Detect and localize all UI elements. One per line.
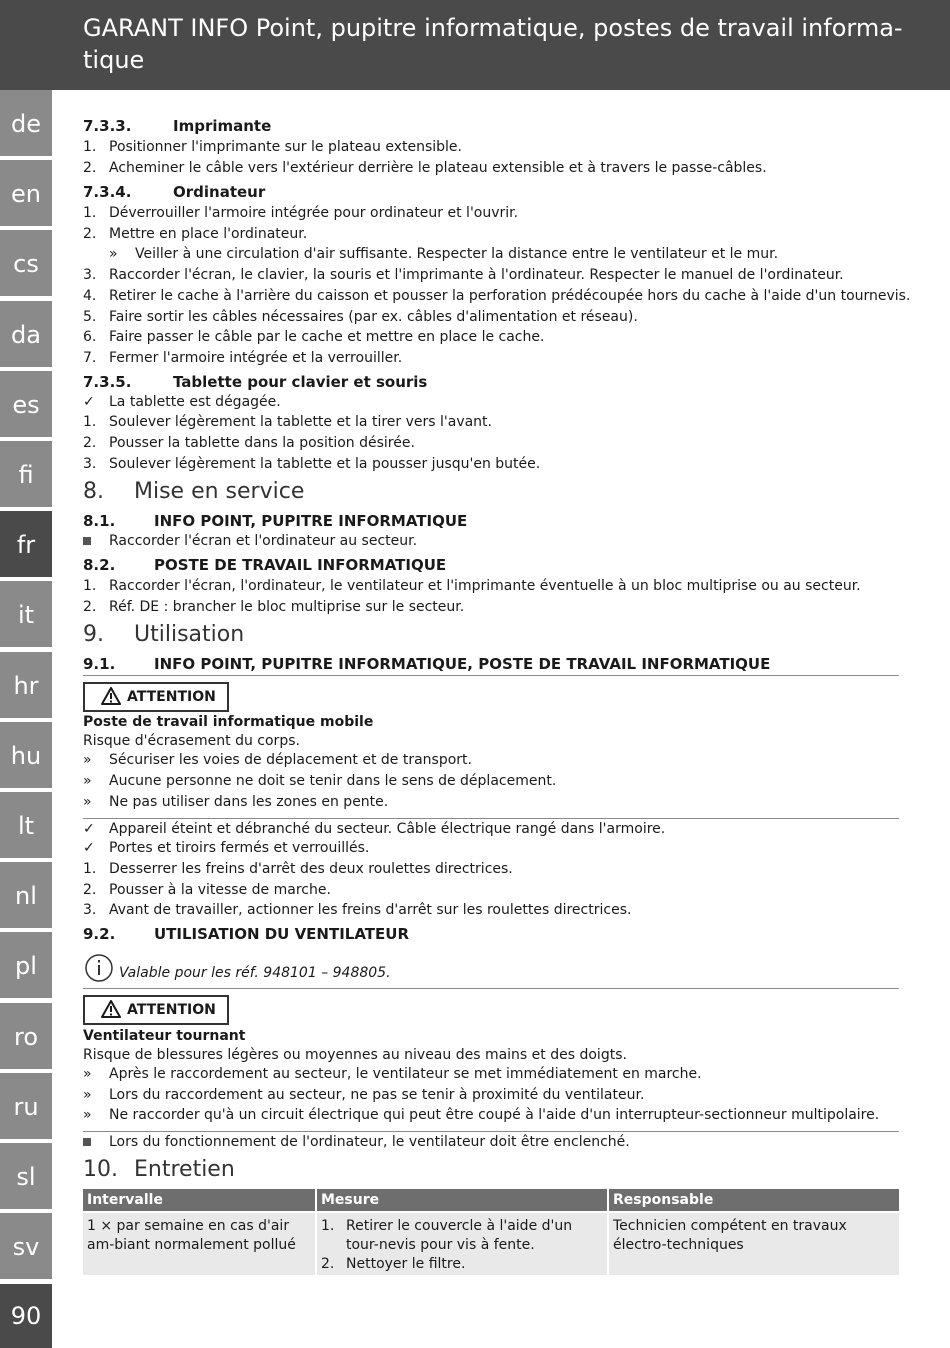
- section-heading-9-1: [83, 654, 770, 674]
- page-number: 90: [0, 1284, 52, 1348]
- maintenance-table: [83, 1189, 899, 1275]
- section-heading-7-3-3: [83, 116, 271, 136]
- list-marker: 3.: [83, 456, 97, 472]
- language-tab-da[interactable]: da: [0, 301, 52, 369]
- list-item-text: Portes et tiroirs fermés et verrouillés.: [109, 840, 370, 856]
- attention-text: ATTENTION: [127, 1002, 216, 1018]
- attention-text: ATTENTION: [127, 689, 216, 705]
- list-item-text: Réf. DE : brancher le bloc multiprise sur le secteur.: [109, 599, 465, 615]
- language-tab-de[interactable]: de: [0, 90, 52, 158]
- section-number: 9.2.: [83, 925, 116, 943]
- section-heading-7-3-4: [83, 182, 265, 202]
- page-header: [0, 0, 950, 90]
- table-header-row: [83, 1189, 899, 1211]
- list-item-text: Faire sortir les câbles nécessaires (par ex. câbles d'alimentation et réseau).: [109, 309, 638, 325]
- list-marker: 6.: [83, 329, 97, 345]
- section-title: Imprimante: [173, 117, 272, 135]
- responsible-cell: Technicien compétent en travaux électro-techniques: [609, 1211, 899, 1275]
- list-item-text: Raccorder l'écran et l'ordinateur au secteur.: [109, 533, 418, 549]
- list-item-text: Retirer le cache à l'arrière du caisson et pousser la perforation prédécoupée hors du cache à l'aide d'un tournevis.: [109, 288, 911, 304]
- list-item-text: Ne pas utiliser dans les zones en pente.: [109, 794, 389, 810]
- info-note: [83, 953, 391, 983]
- divider: [83, 818, 899, 819]
- list-item-text: Pousser la tablette dans la position désirée.: [109, 435, 415, 451]
- divider: [83, 675, 899, 676]
- warning-heading: Ventilateur tournant: [83, 1028, 246, 1044]
- list-marker: ✓: [83, 821, 95, 837]
- section-title: INFO POINT, PUPITRE INFORMATIQUE, POSTE DE TRAVAIL INFORMATIQUE: [154, 655, 771, 673]
- list-item-text: Faire passer le câble par le cache et mettre en place le cache.: [109, 329, 545, 345]
- list-marker: 1.: [83, 205, 97, 221]
- list-item-text: Aucune personne ne doit se tenir dans le sens de déplacement.: [109, 773, 557, 789]
- language-tab-it[interactable]: it: [0, 581, 52, 649]
- info-icon: [83, 953, 115, 983]
- list-marker: 4.: [83, 288, 97, 304]
- language-tab-pl[interactable]: pl: [0, 932, 52, 1000]
- list-marker: 1.: [83, 139, 97, 155]
- list-marker: 3.: [83, 902, 97, 918]
- list-marker: ✓: [83, 394, 95, 410]
- section-title: Ordinateur: [173, 183, 266, 201]
- measure-cell: [317, 1211, 609, 1275]
- section-heading-9-2: [83, 924, 409, 944]
- warning-text: Risque de blessures légères ou moyennes au niveau des mains et des doigts.: [83, 1047, 627, 1063]
- list-marker: »: [83, 1107, 92, 1123]
- chapter-heading-10: [83, 1156, 235, 1184]
- section-heading-8-1: [83, 511, 467, 531]
- interval-cell: 1 × par semaine en cas d'air am-biant normalement pollué: [83, 1211, 317, 1275]
- list-item: [321, 1255, 603, 1274]
- section-number: 8.1.: [83, 512, 116, 530]
- list-item-text: Appareil éteint et débranché du secteur. Câble électrique rangé dans l'armoire.: [109, 821, 666, 837]
- list-marker: »: [83, 1087, 92, 1103]
- chapter-heading-8: [83, 478, 304, 506]
- table-header-cell: Responsable: [609, 1189, 899, 1211]
- list-item-text: Lors du fonctionnement de l'ordinateur, le ventilateur doit être enclenché.: [109, 1134, 630, 1150]
- bullet-square-icon: [83, 532, 109, 550]
- section-title: INFO POINT, PUPITRE INFORMATIQUE: [154, 512, 468, 530]
- list-item-text: Lors du raccordement au secteur, ne pas se tenir à proximité du ventilateur.: [109, 1087, 645, 1103]
- section-number: 8.2.: [83, 556, 116, 574]
- list-item-text: Avant de travailler, actionner les freins d'arrêt sur les roulettes directrices.: [109, 902, 632, 918]
- section-number: 7.3.4.: [83, 183, 132, 201]
- list-marker: ✓: [83, 840, 95, 856]
- square-bullet-icon: [83, 537, 91, 545]
- square-bullet-icon: [83, 1138, 91, 1146]
- chapter-heading-9: [83, 621, 244, 649]
- list-item-text: Acheminer le câble vers l'extérieur derrière le plateau extensible et à travers le passe-câbles.: [109, 160, 767, 176]
- list-item-text: Soulever légèrement la tablette et la pousser jusqu'en butée.: [109, 456, 541, 472]
- list-item-text: Pousser à la vitesse de marche.: [109, 882, 331, 898]
- info-note-text: Valable pour les réf. 948101 – 948805.: [119, 965, 391, 981]
- language-tab-ru[interactable]: ru: [0, 1073, 52, 1141]
- list-item-text: Raccorder l'écran, l'ordinateur, le ventilateur et l'imprimante éventuelle à un bloc multiprise ou au secteur.: [109, 578, 861, 594]
- list-marker: »: [83, 773, 92, 789]
- section-title: POSTE DE TRAVAIL INFORMATIQUE: [154, 556, 447, 574]
- document-title: GARANT INFO Point, pupitre informatique, postes de travail informa-tique: [83, 14, 903, 74]
- list-item-text: Sécuriser les voies de déplacement et de transport.: [109, 752, 472, 768]
- list-item-text: La tablette est dégagée.: [109, 394, 281, 410]
- language-tab-nl[interactable]: nl: [0, 862, 52, 930]
- section-title: Utilisation: [134, 622, 245, 647]
- list-marker: »: [83, 1066, 92, 1082]
- section-number: 10.: [83, 1157, 118, 1182]
- list-marker: »: [83, 752, 92, 768]
- section-number: 7.3.5.: [83, 373, 132, 391]
- list-item-text: Après le raccordement au secteur, le ventilateur se met immédiatement en marche.: [109, 1066, 702, 1082]
- list-item-text: Ne raccorder qu'à un circuit électrique qui peut être coupé à l'aide d'un interrupteur-sectionneur multipolaire.: [109, 1107, 880, 1123]
- list-marker: 3.: [83, 267, 97, 283]
- list-item-text: Soulever légèrement la tablette et la tirer vers l'avant.: [109, 414, 492, 430]
- language-tab-ro[interactable]: ro: [0, 1003, 52, 1071]
- bullet-square-icon: [83, 1133, 109, 1151]
- list-marker: 2.: [83, 160, 97, 176]
- section-title: Tablette pour clavier et souris: [173, 373, 428, 391]
- list-marker: »: [83, 794, 92, 810]
- language-tab-fi[interactable]: fi: [0, 441, 52, 509]
- section-heading-7-3-5: [83, 372, 427, 392]
- section-heading-8-2: [83, 555, 446, 575]
- list-item-text: Veiller à une circulation d'air suffisante. Respecter la distance entre le ventilateur et le mur.: [135, 246, 779, 262]
- section-number: 9.: [83, 622, 104, 647]
- section-number: 9.1.: [83, 655, 116, 673]
- section-title: Mise en service: [134, 479, 305, 504]
- section-title: UTILISATION DU VENTILATEUR: [154, 925, 410, 943]
- list-marker: 1.: [83, 578, 97, 594]
- list-item: [321, 1217, 603, 1255]
- list-item-text: Positionner l'imprimante sur le plateau extensible.: [109, 139, 462, 155]
- warning-text: Risque d'écrasement du corps.: [83, 733, 300, 749]
- table-header-cell: Intervalle: [83, 1189, 317, 1211]
- language-tab-sl[interactable]: sl: [0, 1143, 52, 1211]
- list-marker: 2.: [321, 1256, 335, 1272]
- list-marker: 1.: [83, 861, 97, 877]
- list-marker: 2.: [83, 882, 97, 898]
- language-tab-lt[interactable]: lt: [0, 792, 52, 860]
- divider: [83, 1131, 899, 1132]
- section-number: 7.3.3.: [83, 117, 132, 135]
- list-item-text: Déverrouiller l'armoire intégrée pour ordinateur et l'ouvrir.: [109, 205, 519, 221]
- language-tab-sv[interactable]: sv: [0, 1213, 52, 1281]
- language-tab-es[interactable]: es: [0, 371, 52, 439]
- warning-triangle-icon: [101, 1000, 121, 1018]
- list-marker: 5.: [83, 309, 97, 325]
- list-marker: 1.: [83, 414, 97, 430]
- language-tab-fr[interactable]: fr: [0, 511, 52, 579]
- language-tab-hu[interactable]: hu: [0, 722, 52, 790]
- list-item-text: Raccorder l'écran, le clavier, la souris et l'imprimante à l'ordinateur. Respecter le manuel de l'ordinateur.: [109, 267, 844, 283]
- divider: [83, 988, 899, 989]
- list-marker: »: [109, 246, 118, 262]
- list-item-text: Fermer l'armoire intégrée et la verrouiller.: [109, 350, 403, 366]
- language-tab-cs[interactable]: cs: [0, 230, 52, 298]
- list-item-text: Desserrer les freins d'arrêt des deux roulettes directrices.: [109, 861, 513, 877]
- warning-triangle-icon: [101, 687, 121, 705]
- list-marker: 2.: [83, 599, 97, 615]
- warning-heading: Poste de travail informatique mobile: [83, 714, 374, 730]
- section-title: Entretien: [134, 1157, 235, 1182]
- table-row: [83, 1211, 899, 1275]
- list-marker: 2.: [83, 435, 97, 451]
- list-item-text: Mettre en place l'ordinateur.: [109, 226, 308, 242]
- language-tab-hr[interactable]: hr: [0, 652, 52, 720]
- list-marker: 2.: [83, 226, 97, 242]
- table-header-cell: Mesure: [317, 1189, 609, 1211]
- section-number: 8.: [83, 479, 104, 504]
- list-item-text: Retirer le couvercle à l'aide d'un tour-nevis pour vis à fente.: [346, 1218, 573, 1253]
- list-marker: 7.: [83, 350, 97, 366]
- list-item-text: Nettoyer le filtre.: [346, 1256, 466, 1272]
- attention-label: [83, 995, 229, 1025]
- list-marker: 1.: [321, 1218, 335, 1234]
- attention-label: [83, 682, 229, 712]
- language-tab-en[interactable]: en: [0, 160, 52, 228]
